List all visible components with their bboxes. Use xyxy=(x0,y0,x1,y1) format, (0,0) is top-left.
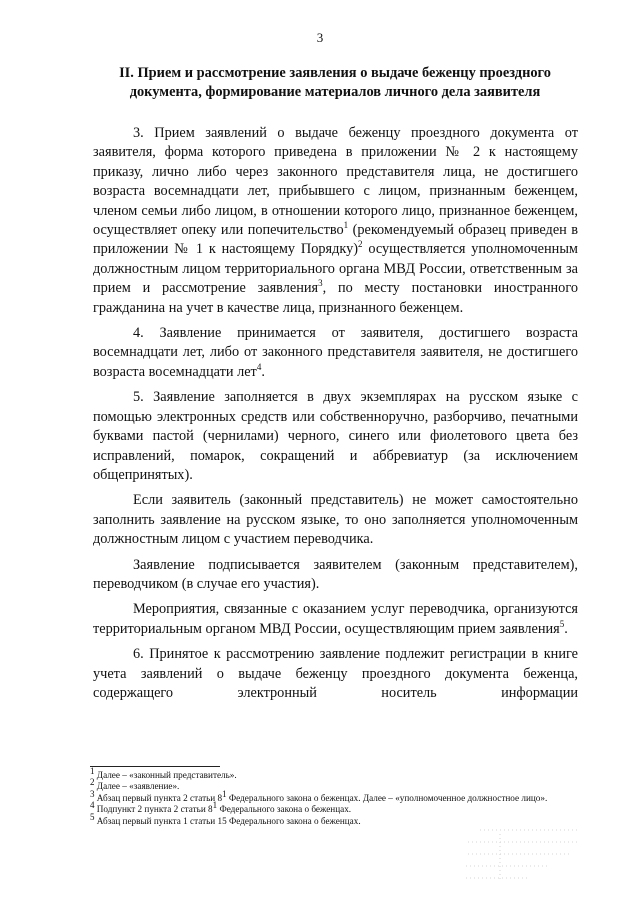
footnote-3 xyxy=(90,788,578,804)
paragraph-5: 5. Заявление заполняется в двух экземплярах на русском языке с помощью электронных средств или собственноручно, разборчиво, печатными буквами пастой (чернилами) черного, синего или фиолетового цвета без исправлений, помарок, сокращений и аббревиатур (за исключением общепринятых). xyxy=(93,389,578,483)
footnote-2 xyxy=(90,777,578,792)
paragraph-5-signature: Заявление подписывается заявителем (законным представителем), переводчиком (в случае его участия). xyxy=(93,556,578,592)
footnote-ref-3: 3 xyxy=(318,278,323,289)
paragraph-4-tail: . xyxy=(261,363,265,380)
footnote-4 xyxy=(90,800,578,815)
paragraph-4 xyxy=(93,324,578,382)
footnote-divider xyxy=(90,766,220,767)
page-number: 3 xyxy=(316,30,324,45)
footnote-5-number: 5 xyxy=(90,811,95,822)
footnote-3-text-b: Федерального закона о беженцах. Далее – «уполномоченное должностное лицо». xyxy=(226,792,548,803)
paragraph-5-services xyxy=(93,600,578,639)
footnote-2-number: 2 xyxy=(90,777,95,788)
paragraph-5-services-tail: . xyxy=(564,620,568,637)
paragraph-3-text-c: осуществляется уполномоченным должностным лицом территориального органа МВД России, ответственным за прием и рассмотрение заявления xyxy=(93,241,578,297)
footnote-4-text-b: Федерального закона о беженцах. xyxy=(217,804,352,815)
paragraph-3-text-a: 3. Прием заявлений о выдаче беженцу проездного документа от заявителя, форма которого приведена в приложении № 2 к настоящему приказу, лично либо через законного представителя лица, не достигшего возраста восемнадцати лет, прибывшего с лицом, признанным беженцем, членом семьи либо лицом, в отношении которого лицо, признанное беженцем, осуществляет опеку или попечительство xyxy=(93,125,578,239)
footnote-2-text: Далее – «заявление». xyxy=(94,781,180,792)
footnote-3-number: 3 xyxy=(90,788,95,799)
paragraph-5-services-text: Мероприятия, связанные с оказанием услуг переводчика, организуются территориальным органом МВД России, осуществляющим прием заявления xyxy=(93,601,578,637)
paragraph-3 xyxy=(93,124,578,318)
paragraph-3-text-d: , по месту постановки иностранного гражданина на учет в качестве лица, признанного беженцем. xyxy=(93,280,578,316)
footnote-3-text: Абзац первый пункта 2 статьи 8 xyxy=(94,792,223,803)
paragraph-6: 6. Принятое к рассмотрению заявление подлежит регистрации в книге учета заявлений о выдаче беженцу проездного документа беженца, содержащего электронный носитель информации xyxy=(93,646,578,701)
footnote-1-number: 1 xyxy=(90,765,95,776)
footnote-ref-5: 5 xyxy=(559,618,565,629)
footnote-1 xyxy=(90,765,578,781)
paragraph-5-translator: Если заявитель (законный представитель) не может самостоятельно заполнить заявление на русском языке, то оно заполняется уполномоченным должностным лицом с участием переводчика. xyxy=(93,492,578,548)
footnote-4-number: 4 xyxy=(90,800,95,811)
footnote-4-sup: 1 xyxy=(212,800,218,811)
footnote-1-text: Далее – «законный представитель». xyxy=(94,770,237,780)
faint-stamp-marks xyxy=(460,824,586,884)
footnote-ref-4: 4 xyxy=(256,362,262,373)
paragraph-3-text-b: (рекомендуемый образец приведен в приложении № 1 к настоящему Порядку) xyxy=(93,222,578,258)
footnotes xyxy=(90,765,578,827)
paragraph-4-text: 4. Заявление принимается от заявителя, достигшего возраста восемнадцати лет, либо от законного представителя заявителя, не достигшего возраста восемнадцати лет xyxy=(93,325,578,380)
footnote-3-sup: 1 xyxy=(222,788,227,799)
footnote-5-text: Абзац первый пункта 1 статьи 15 Федерального закона о беженцах. xyxy=(94,815,361,826)
footnote-ref-1: 1 xyxy=(343,220,349,231)
footnote-ref-2: 2 xyxy=(358,239,363,250)
footnote-4-text: Подпункт 2 пункта 2 статьи 8 xyxy=(94,804,213,815)
section-heading: II. Прием и рассмотрение заявления о выдаче беженцу проездного документа, формирование материалов личного дела заявителя xyxy=(119,65,551,100)
body-text xyxy=(93,124,578,709)
